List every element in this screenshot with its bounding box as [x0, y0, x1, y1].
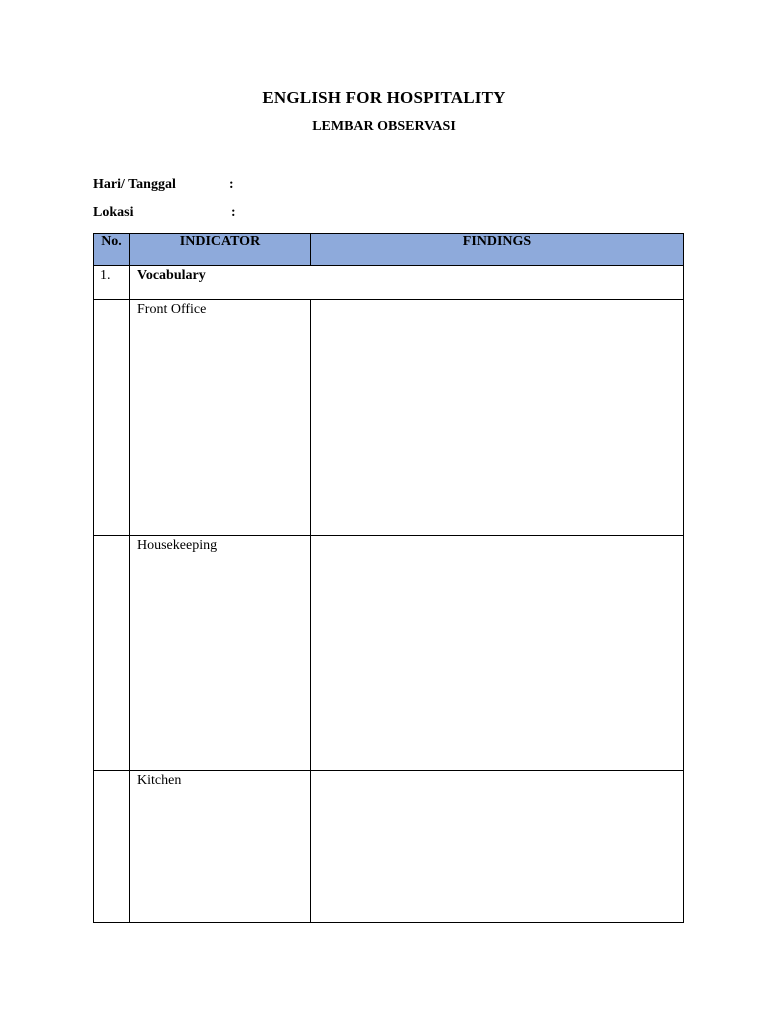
findings-cell-kitchen[interactable] — [311, 771, 684, 923]
indicator-housekeeping: Housekeeping — [130, 536, 311, 771]
location-label: Lokasi — [93, 205, 134, 220]
document-title: ENGLISH FOR HOSPITALITY — [262, 88, 506, 107]
header-indicator: INDICATOR — [130, 234, 311, 266]
indicator-kitchen: Kitchen — [130, 771, 311, 923]
table-row — [94, 771, 684, 923]
header-findings: FINDINGS — [311, 234, 684, 266]
row-number-cell — [94, 536, 130, 771]
section-row-vocabulary — [94, 266, 684, 300]
section-title: Vocabulary — [130, 266, 684, 300]
findings-cell-front-office[interactable] — [311, 300, 684, 536]
row-number-cell — [94, 771, 130, 923]
observation-table — [93, 233, 684, 923]
table-row — [94, 300, 684, 536]
row-number-cell — [94, 300, 130, 536]
location-colon: : — [231, 205, 236, 220]
indicator-front-office: Front Office — [130, 300, 311, 536]
date-label: Hari/ Tanggal — [93, 177, 176, 192]
findings-cell-housekeeping[interactable] — [311, 536, 684, 771]
date-colon: : — [229, 177, 234, 192]
document-subtitle: LEMBAR OBSERVASI — [312, 119, 456, 134]
table-header-row — [94, 234, 684, 266]
section-number: 1. — [94, 266, 130, 300]
header-no: No. — [94, 234, 130, 266]
table-row — [94, 536, 684, 771]
